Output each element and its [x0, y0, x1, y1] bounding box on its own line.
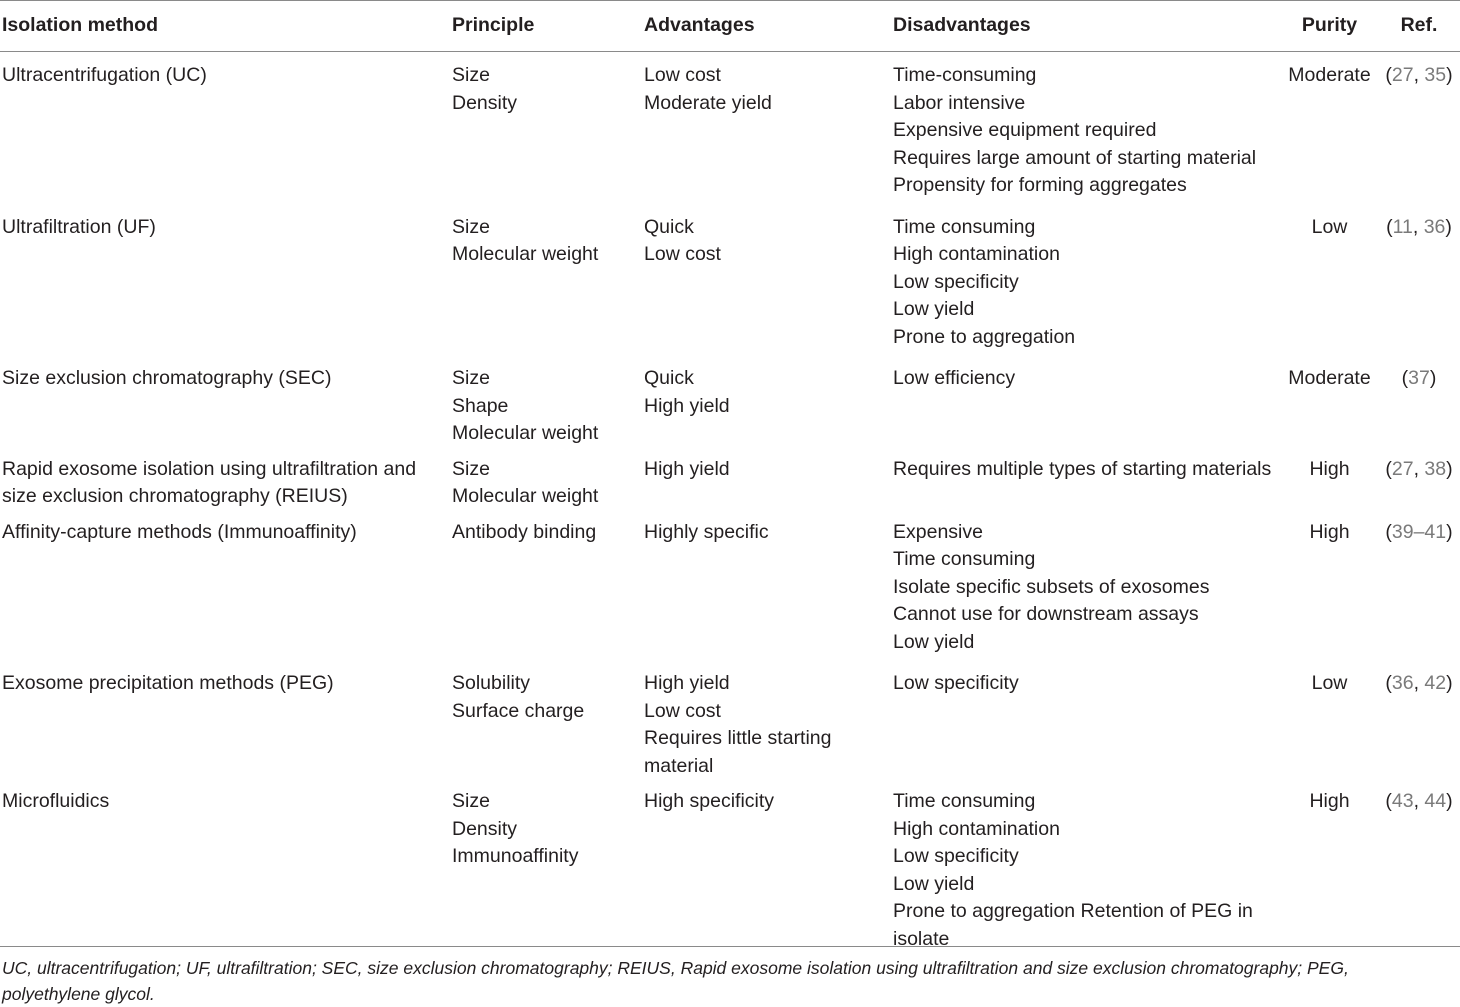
- disadvantage-item: Prone to aggregation Retention of PEG in isolate: [893, 900, 1253, 950]
- method-cell: [0, 52, 450, 206]
- reference-link[interactable]: 37: [1408, 367, 1430, 389]
- ref-cell: [1376, 662, 1460, 780]
- reference-link[interactable]: 27: [1391, 64, 1414, 86]
- purity-value: Low: [1311, 215, 1348, 238]
- method-name: Exosome precipitation methods (PEG): [2, 672, 334, 694]
- principle-item: Molecular weight: [452, 422, 599, 444]
- ref-cell: [1376, 206, 1460, 358]
- reference-punctuation: (: [1385, 520, 1392, 543]
- disadvantage-item: Low yield: [893, 630, 975, 653]
- disadvantage-item: High contamination: [893, 817, 1060, 840]
- header-advantages: Advantages: [644, 14, 755, 37]
- method-cell: [0, 448, 450, 511]
- disadvantage-item: High contamination: [893, 243, 1060, 265]
- reference-link[interactable]: 42: [1424, 672, 1447, 694]
- purity-value: High: [1309, 520, 1350, 543]
- reference-punctuation: ): [1446, 672, 1453, 694]
- purity-cell: [1281, 780, 1376, 961]
- header-disadvantages: Disadvantages: [893, 14, 1031, 37]
- principle-cell: [450, 780, 642, 961]
- advantage-item: Quick: [644, 367, 694, 389]
- purity-value: Moderate: [1288, 367, 1371, 389]
- reference-link[interactable]: 44: [1424, 790, 1447, 812]
- table-body: [0, 52, 1460, 962]
- advantage-item: Moderate yield: [644, 91, 772, 114]
- reference-punctuation: (: [1385, 64, 1392, 86]
- disadvantage-item: Low specificity: [893, 270, 1019, 293]
- purity-value: Moderate: [1288, 64, 1371, 86]
- reference-link[interactable]: 39–41: [1391, 520, 1447, 543]
- table-row: [0, 52, 1460, 206]
- disadvantage-item: Time consuming: [893, 215, 1036, 238]
- disadvantage-item: Propensity for forming aggregates: [893, 174, 1187, 196]
- disadvantage-item: Low yield: [893, 872, 975, 895]
- purity-cell: [1281, 511, 1376, 663]
- advantages-cell: [642, 52, 891, 206]
- reference-link[interactable]: 35: [1424, 64, 1447, 86]
- footnote-divider: [0, 946, 1460, 947]
- advantages-cell: [642, 511, 891, 663]
- disadvantage-item: Low specificity: [893, 672, 1019, 694]
- reference-link[interactable]: 43: [1391, 790, 1414, 812]
- purity-cell: [1281, 662, 1376, 780]
- advantages-cell: [642, 448, 891, 511]
- ref-cell: [1376, 780, 1460, 961]
- method-name: Ultracentrifugation (UC): [2, 64, 207, 86]
- reference-punctuation: ,: [1413, 457, 1425, 480]
- disadvantage-item: Cannot use for downstream assays: [893, 603, 1199, 625]
- header-principle: Principle: [452, 14, 535, 37]
- method-name: Affinity-capture methods (Immunoaffinity): [2, 520, 357, 543]
- reference-punctuation: ,: [1412, 215, 1424, 238]
- reference-punctuation: ): [1446, 457, 1453, 480]
- disadvantage-item: Low specificity: [893, 845, 1019, 867]
- table-row: [0, 357, 1460, 448]
- header-ref: Ref.: [1400, 14, 1438, 37]
- table-row: [0, 448, 1460, 511]
- principle-item: Size: [452, 64, 490, 86]
- purity-cell: [1281, 206, 1376, 358]
- table-row: [0, 662, 1460, 780]
- advantage-item: Low cost: [644, 699, 721, 722]
- header-purity: Purity: [1301, 14, 1358, 37]
- advantage-item: High specificity: [644, 790, 775, 812]
- advantage-item: High yield: [644, 672, 730, 694]
- principle-item: Molecular weight: [452, 485, 599, 507]
- principle-item: Density: [452, 817, 518, 840]
- reference-link[interactable]: 38: [1424, 457, 1447, 480]
- disadvantage-item: Prone to aggregation: [893, 325, 1076, 348]
- reference-punctuation: (: [1385, 790, 1392, 812]
- principle-cell: [450, 662, 642, 780]
- advantage-item: Quick: [644, 215, 694, 238]
- principle-item: Density: [452, 91, 518, 114]
- principle-item: Size: [452, 367, 490, 389]
- principle-item: Size: [452, 457, 490, 480]
- advantages-cell: [642, 662, 891, 780]
- purity-value: Low: [1311, 672, 1348, 694]
- advantage-item: High yield: [644, 457, 730, 480]
- reference-link[interactable]: 27: [1391, 457, 1414, 480]
- ref-cell: [1376, 357, 1460, 448]
- principle-item: Immunoaffinity: [452, 845, 579, 867]
- method-name: Ultrafiltration (UF): [2, 215, 156, 238]
- purity-value: High: [1309, 790, 1350, 812]
- reference-punctuation: (: [1385, 457, 1392, 480]
- principle-item: Size: [452, 215, 490, 238]
- disadvantages-cell: [891, 206, 1281, 358]
- reference-link[interactable]: 36: [1391, 672, 1414, 694]
- advantages-cell: [642, 206, 891, 358]
- table-row: [0, 511, 1460, 663]
- advantages-cell: [642, 780, 891, 961]
- header-isolation-method: Isolation method: [2, 14, 158, 37]
- principle-item: Molecular weight: [452, 243, 599, 265]
- disadvantages-cell: [891, 511, 1281, 663]
- advantage-item: High yield: [644, 394, 730, 417]
- purity-cell: [1281, 52, 1376, 206]
- reference-punctuation: ): [1429, 367, 1437, 389]
- reference-punctuation: (: [1386, 215, 1393, 238]
- advantages-cell: [642, 357, 891, 448]
- table-row: [0, 206, 1460, 358]
- table-row: [0, 780, 1460, 961]
- disadvantage-item: Isolate specific subsets of exosomes: [893, 575, 1210, 598]
- principle-cell: [450, 206, 642, 358]
- principle-cell: [450, 357, 642, 448]
- reference-punctuation: ): [1446, 520, 1453, 543]
- table-footnote: UC, ultracentrifugation; UF, ultrafiltration; SEC, size exclusion chromatography; REIUS, Rapid exosome isolation using ultrafiltration and size exclusion chromatography; PEG, polyethylene glycol.: [2, 958, 1349, 1004]
- advantage-item: Low cost: [644, 64, 721, 86]
- disadvantage-item: Low efficiency: [893, 367, 1016, 389]
- ref-cell: [1376, 448, 1460, 511]
- disadvantage-item: Time consuming: [893, 790, 1036, 812]
- disadvantages-cell: [891, 357, 1281, 448]
- disadvantages-cell: [891, 448, 1281, 511]
- reference-punctuation: ): [1446, 790, 1453, 812]
- reference-punctuation: ,: [1413, 64, 1425, 86]
- principle-item: Solubility: [452, 672, 531, 694]
- method-cell: [0, 206, 450, 358]
- method-cell: [0, 357, 450, 448]
- method-cell: [0, 511, 450, 663]
- purity-value: High: [1309, 457, 1350, 480]
- ref-cell: [1376, 511, 1460, 663]
- ref-cell: [1376, 52, 1460, 206]
- disadvantages-cell: [891, 52, 1281, 206]
- disadvantage-item: Requires large amount of starting material: [893, 146, 1257, 169]
- advantage-item: Highly specific: [644, 520, 769, 543]
- disadvantage-item: Expensive equipment required: [893, 119, 1157, 141]
- method-name: Size exclusion chromatography (SEC): [2, 367, 332, 389]
- reference-punctuation: ): [1446, 64, 1453, 86]
- disadvantage-item: Expensive: [893, 520, 983, 543]
- principle-item: Surface charge: [452, 699, 585, 722]
- reference-punctuation: ): [1445, 215, 1452, 238]
- disadvantage-item: Low yield: [893, 298, 975, 320]
- method-cell: [0, 780, 450, 961]
- disadvantage-item: Time consuming: [893, 548, 1036, 570]
- principle-item: Size: [452, 790, 490, 812]
- disadvantage-item: Time-consuming: [893, 64, 1037, 86]
- disadvantage-item: Requires multiple types of starting materials: [893, 457, 1272, 480]
- advantage-item: Requires little starting material: [644, 727, 832, 777]
- reference-link[interactable]: 11: [1392, 215, 1413, 238]
- principle-item: Shape: [452, 394, 509, 417]
- principle-item: Antibody binding: [452, 520, 597, 543]
- principle-cell: [450, 511, 642, 663]
- reference-punctuation: ,: [1413, 672, 1425, 694]
- table-header: [0, 1, 1460, 52]
- advantage-item: Low cost: [644, 243, 721, 265]
- reference-link[interactable]: 36: [1423, 215, 1446, 238]
- method-cell: [0, 662, 450, 780]
- reference-punctuation: (: [1385, 672, 1392, 694]
- disadvantages-cell: [891, 662, 1281, 780]
- reference-punctuation: (: [1401, 367, 1409, 389]
- purity-cell: [1281, 357, 1376, 448]
- purity-cell: [1281, 448, 1376, 511]
- disadvantages-cell: [891, 780, 1281, 961]
- method-name: Rapid exosome isolation using ultrafiltration and size exclusion chromatography (REIUS): [2, 457, 417, 507]
- principle-cell: [450, 52, 642, 206]
- disadvantage-item: Labor intensive: [893, 91, 1026, 114]
- method-name: Microfluidics: [2, 790, 110, 812]
- principle-cell: [450, 448, 642, 511]
- reference-punctuation: ,: [1413, 790, 1425, 812]
- header-row: [0, 1, 1460, 52]
